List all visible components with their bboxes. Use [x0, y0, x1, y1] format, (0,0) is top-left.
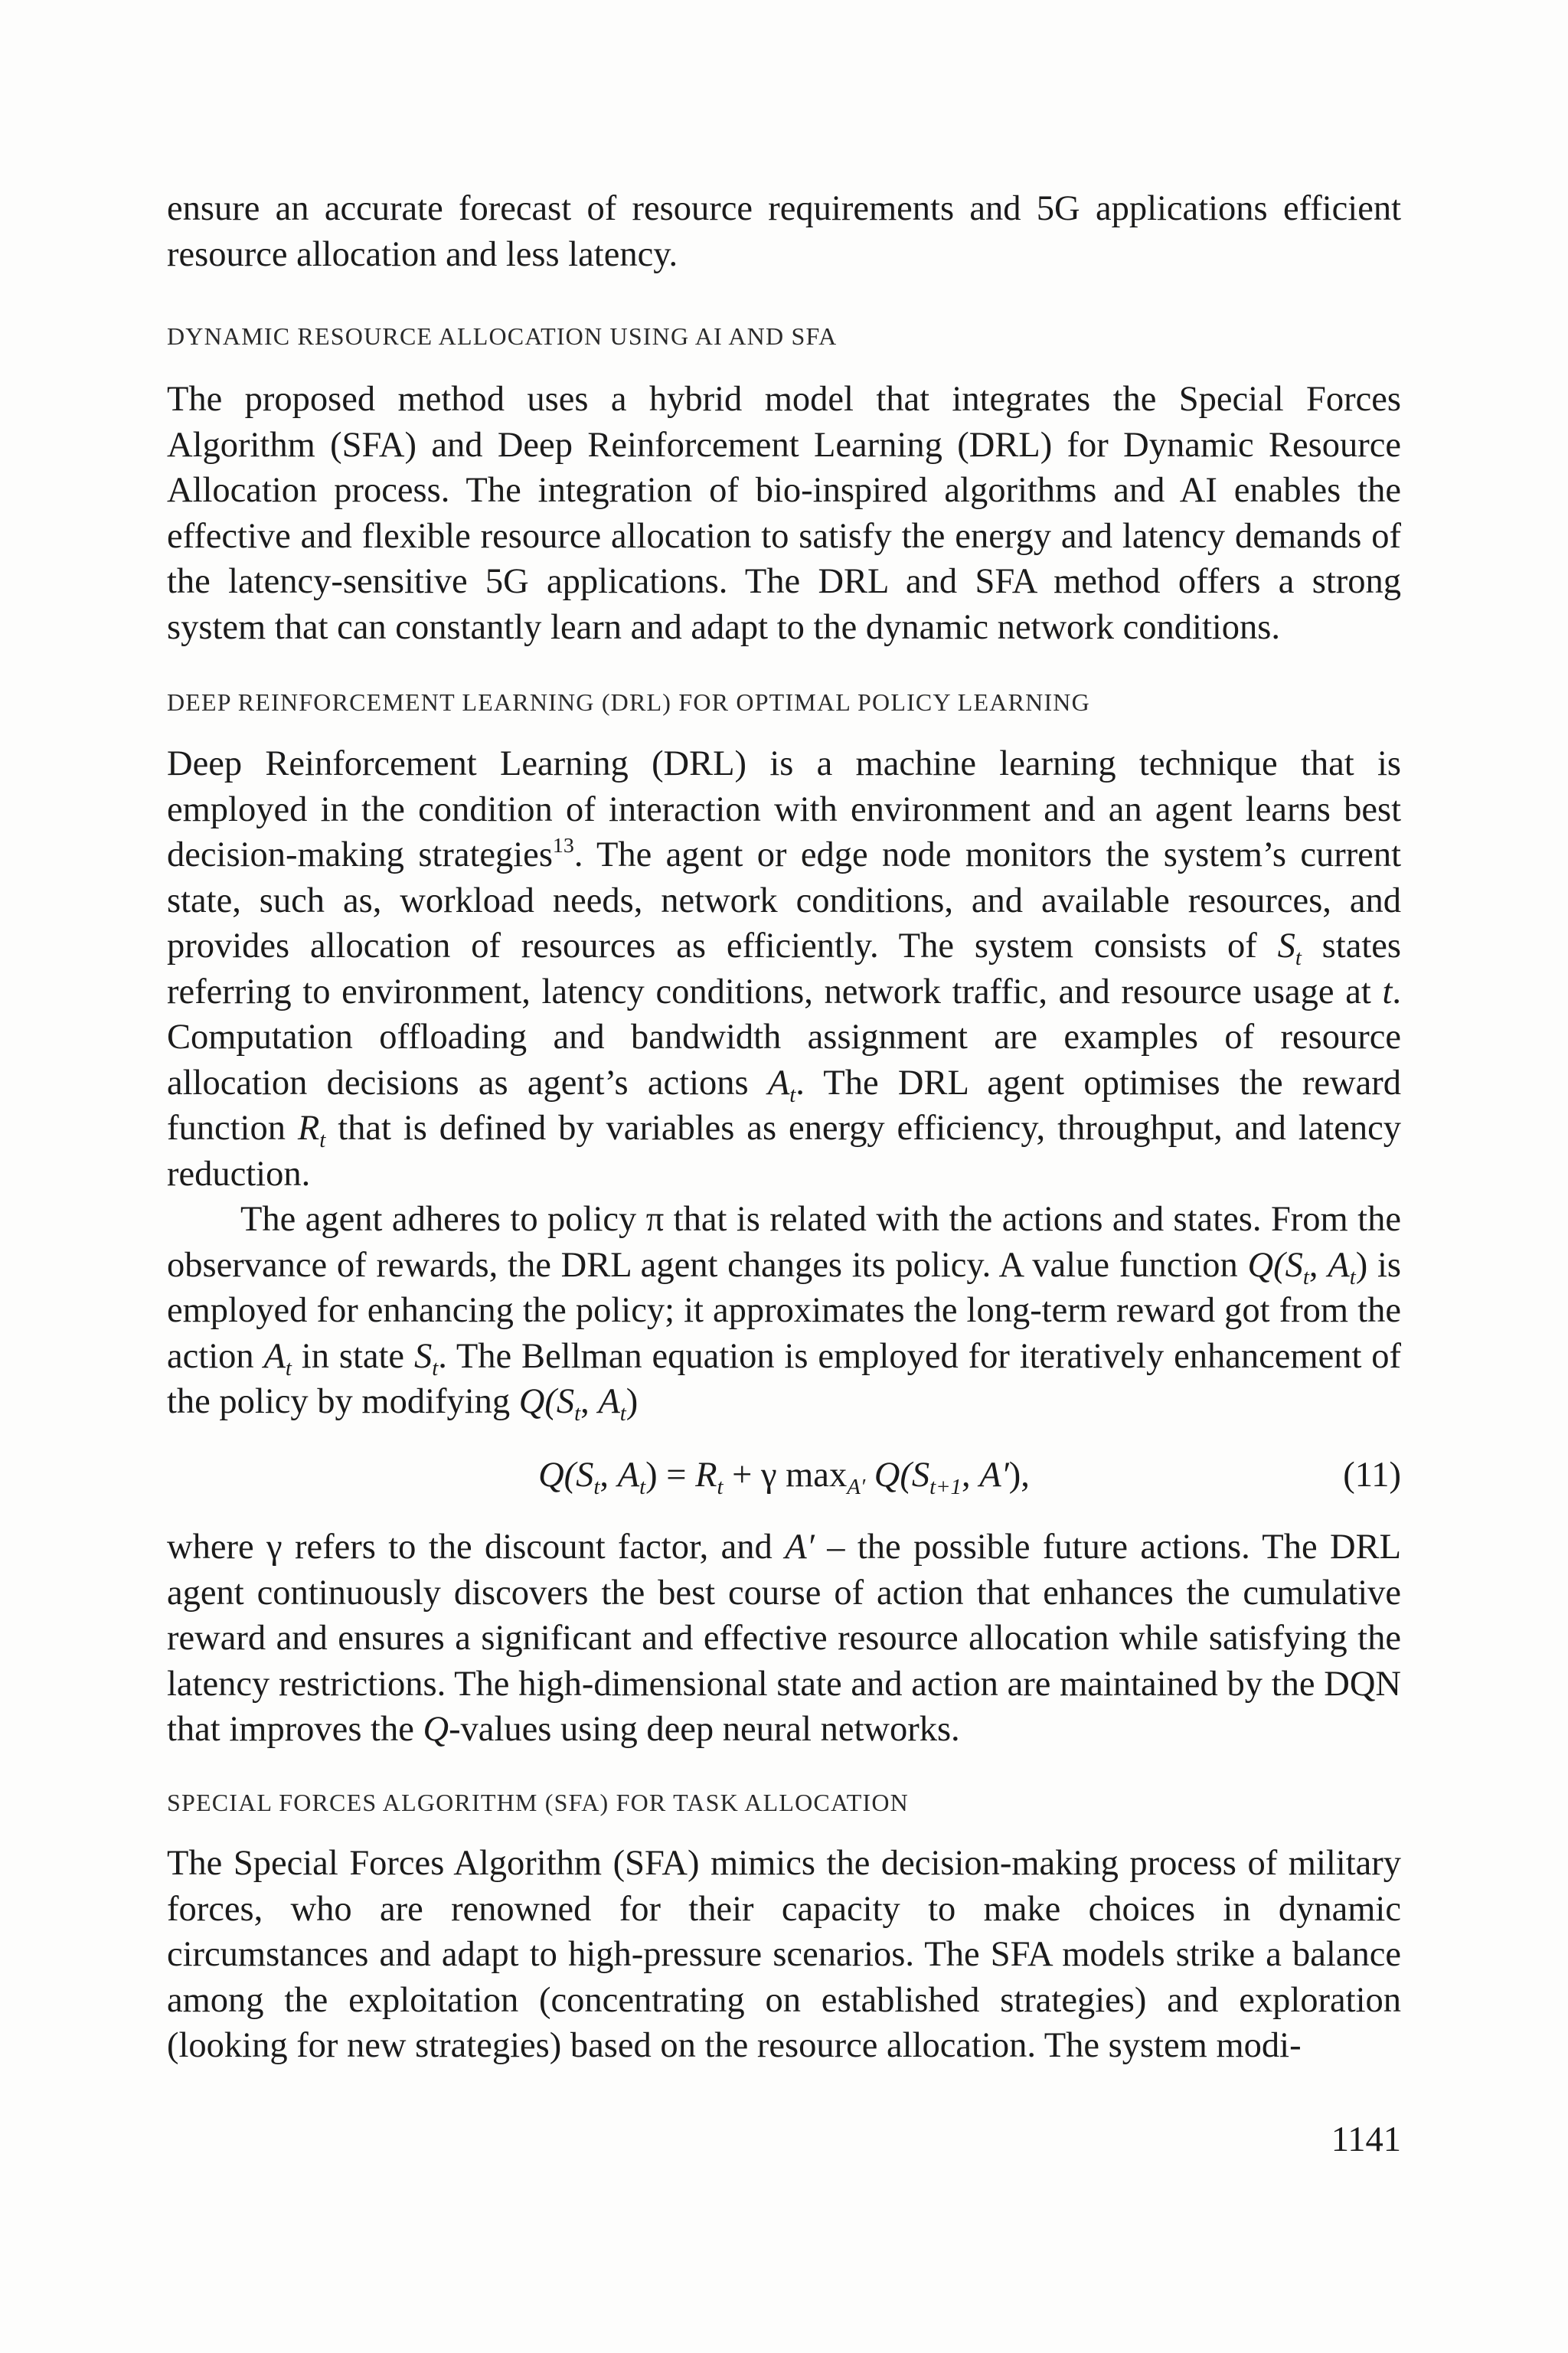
- paragraph-text: Deep Reinforcement Learning (DRL) is a machine learning technique that is employed in the condition of interaction with environment and an agent learns best decision-making strategies$^{13}$. The agent or edge node monitors the system’s current state, such as, workload needs, network conditions, and available resources, and provides allocation of resources as efficiently. The system consists of $S_t$ states referring to environment, latency conditions, network traffic, and resource usage at t. Computation offloading and bandwidth assignment are examples of resource allocation decisions as agent’s actions $A_t$. The DRL agent optimises the reward function $R_t$ that is defined by variables as energy efficiency, throughput, and latency reduction.: [167, 744, 1402, 1194]
- section-heading-special-forces-algorithm: SPECIAL FORCES ALGORITHM (SFA) FOR TASK ALLOCATION: [167, 1789, 909, 1816]
- section-heading-dynamic-resource-allocation: DYNAMIC RESOURCE ALLOCATION USING AI AND SFA: [167, 322, 838, 350]
- paragraph-drl-description: [167, 741, 1401, 1425]
- citation-ref: 13: [552, 833, 574, 858]
- paragraph-text: where γ refers to the discount factor, and A′ – the possible future actions. The DRL agent continuously discovers the best course of action that enhances the cumulative reward and ensures a significant and effective resource allocation while satisfying the latency restrictions. The high-dimensional state and action are maintained by the DQN that improves the Q-values using deep neural networks.: [167, 1528, 1402, 1749]
- equation-number: (11): [1343, 1456, 1401, 1495]
- paragraph-text: The Special Forces Algorithm (SFA) mimics the decision-making process of military forces, who are renowned for their capacity to make choices in dynamic circumstances and adapt to high-pressure scenarios. The SFA models strike a balance among the exploitation (concentrating on established strategies) and exploration (looking for new strategies) based on the resource allocation. The system modi-: [167, 1844, 1401, 2065]
- intro-text: ensure an accurate forecast of resource requirements and 5G applications efficient resource allocation and less latency.: [167, 189, 1401, 274]
- intro-paragraph: [167, 186, 1401, 277]
- paragraph-discount-factor: [167, 1525, 1401, 1753]
- section-heading-drl-policy-learning: DEEP REINFORCEMENT LEARNING (DRL) FOR OPTIMAL POLICY LEARNING: [167, 688, 1090, 716]
- page-number: 1141: [1331, 2120, 1401, 2159]
- paragraph-text: The proposed method uses a hybrid model that integrates the Special Forces Algorithm (SFA) and Deep Reinforcement Learning (DRL) for Dynamic Resource Allocation process. The integration of bio-inspired algorithms and AI enables the effective and flexible resource allocation to satisfy the energy and latency demands of the latency-sensitive 5G applications. The DRL and SFA method offers a strong system that can constantly learn and adapt to the dynamic network conditions.: [167, 380, 1401, 647]
- equation-body: $Q(S_t$, $A_t) = R_t + \gamma$ $\max_{A'} Q(S_{t+1}$, A′),: [538, 1456, 1030, 1500]
- paragraph-policy: The agent adheres to policy π that is related with the actions and states. From the observance of rewards, the DRL agent changes its policy. A value function $Q(S_t$, $A_t$) is employed for enhancing the policy; it approximates the long-term reward got from the action $A_t$ in state $S_t$. The Bellman equation is employed for iteratively enhancement of the policy by modifying $Q(S_t$, $A_t$): [167, 1200, 1402, 1427]
- paragraph-sfa-description: [167, 1841, 1401, 2069]
- paragraph-hybrid-model: [167, 377, 1401, 650]
